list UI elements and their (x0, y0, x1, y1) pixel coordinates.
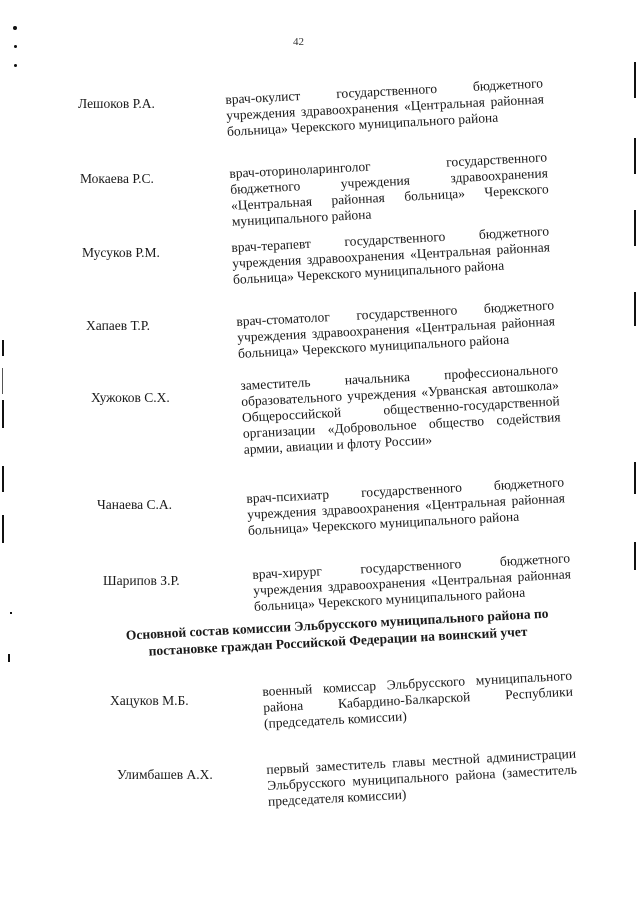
person-name: Хацуков М.Б. (110, 693, 189, 708)
scan-mark (634, 138, 636, 174)
person-name: Мокаева Р.С. (80, 171, 154, 186)
scan-mark (2, 368, 3, 394)
scan-mark (634, 292, 636, 326)
person-position: врач-стоматолог государственного бюджетного учреждения здравоохранения «Центральная районная больница» Черекского муниципального района (236, 297, 556, 361)
scan-mark (634, 62, 636, 98)
person-name: Чанаева С.А. (97, 497, 173, 512)
scan-mark (10, 612, 12, 614)
person-position: первый заместитель главы местной администрации Эльбрусского муниципального района (заместитель председателя комиссии) (266, 745, 578, 809)
person-name: Мусуков Р.М. (82, 245, 160, 260)
scan-mark (8, 654, 10, 662)
scan-mark (14, 64, 17, 67)
scan-mark (634, 542, 636, 570)
person-position: военный комиссар Эльбрусского муниципального района Кабардино-Балкарской Республики (председатель комиссии) (262, 667, 574, 731)
person-position: врач-окулист государственного бюджетного учреждения здравоохранения «Центральная районная больница» Черекского муниципального района (225, 75, 545, 139)
scan-mark (634, 462, 636, 494)
scan-mark (634, 210, 636, 246)
person-position: врач-оториноларинголог государственного бюджетного учреждения здравоохранения «Центральная районная больница» Черекского муниципального района (229, 149, 550, 229)
person-name: Лешоков Р.А. (78, 96, 155, 111)
person-name: Хапаев Т.Р. (86, 318, 150, 333)
person-position: врач-хирург государственного бюджетного учреждения здравоохранения «Центральная районная больница» Черекского муниципального района (252, 550, 572, 614)
scan-mark (2, 400, 4, 428)
section-heading: Основной состав комиссии Эльбрусского муниципального района по постановке граждан Российской Федерации на воинский учет (125, 605, 549, 659)
page-number: 42 (293, 36, 304, 48)
person-name: Улимбашев А.Х. (117, 767, 213, 782)
person-position: врач-терапевт государственного бюджетного учреждения здравоохранения «Центральная районная больница» Черекского муниципального района (231, 223, 551, 287)
scan-mark (13, 26, 17, 30)
person-position: врач-психиатр государственного бюджетного учреждения здравоохранения «Центральная районная больница» Черекского муниципального района (246, 474, 566, 538)
scan-mark (2, 340, 4, 356)
scan-mark (2, 466, 4, 492)
person-name: Шарипов З.Р. (103, 573, 180, 588)
person-position: заместитель начальника профессионального образовательного учреждения «Урванская автошкола» Общероссийской общественно-государственной организации «Добровольное общество содействия армии, авиации и флоту России» (240, 361, 561, 457)
person-name: Хужоков С.Х. (91, 390, 170, 405)
scan-mark (14, 45, 17, 48)
scan-mark (2, 515, 4, 543)
